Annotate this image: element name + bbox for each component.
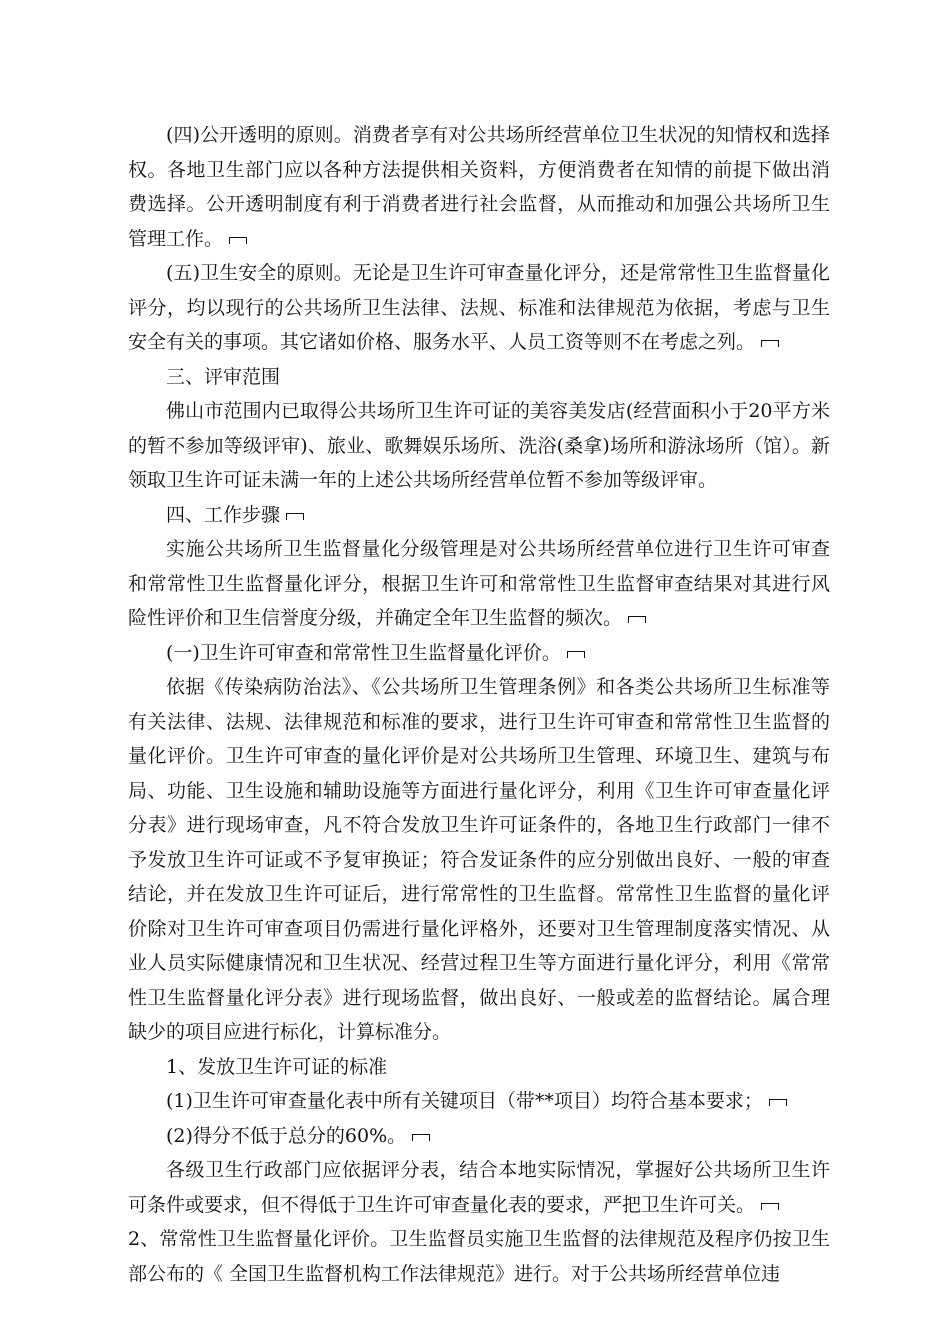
paragraph-license-requirements: 各级卫生行政部门应依据评分表，结合本地实际情况，掌握好公共场所卫生许可条件或要求，但不得低于卫生许可审查量化表的要求，严把卫生许可关。 bbox=[128, 1159, 830, 1216]
paragraph-principle-5: (五)卫生安全的原则。无论是卫生许可审查量化评分，还是常常性卫生监督量化评分，均以现行的公共场所卫生法律、法规、标准和法律规范为依据，考虑与卫生安全有关的事项。其它诸如价格、服务水平、人员工资等则不在考虑之列。 bbox=[128, 262, 830, 353]
section-heading-steps: 四、工作步骤 bbox=[128, 498, 830, 533]
paragraph-scope: 佛山市范围内已取得公共场所卫生许可证的美容美发店(经营面积小于20平方米的暂不参加等级评审)、旅业、歌舞娱乐场所、洗浴(桑拿)场所和游泳场所（馆）。新领取卫生许可证未满一年的上述公共场所经营单位暂不参加等级评审。 bbox=[128, 400, 830, 491]
paragraph-mark-icon bbox=[769, 1099, 787, 1106]
paragraph-mark-icon bbox=[761, 1203, 779, 1210]
paragraph-mark-icon bbox=[412, 1134, 430, 1141]
paragraph-routine-supervision: 2、常常性卫生监督量化评价。卫生监督员实施卫生监督的法律规范及程序仍按卫生部公布的《 全国卫生监督机构工作法律规范》进行。对于公共场所经营单位违 bbox=[128, 1228, 830, 1285]
paragraph-steps-intro: 实施公共场所卫生监督量化分级管理是对公共场所经营单位进行卫生许可审查和常常性卫生监督量化评分，根据卫生许可和常常性卫生监督审查结果对其进行风险性评价和卫生信誉度分级，并确定全年卫生监督的频次。 bbox=[128, 538, 830, 629]
paragraph-mark-icon bbox=[286, 513, 304, 520]
paragraph-step-1-heading: (一)卫生许可审查和常常性卫生监督量化评价。 bbox=[128, 636, 830, 671]
document-page bbox=[128, 118, 830, 1291]
paragraph-license-standard-1: (1)卫生许可审查量化表中所有关键项目（带**项目）均符合基本要求； bbox=[128, 1084, 830, 1119]
paragraph-mark-icon bbox=[229, 237, 247, 244]
paragraph-mark-icon bbox=[628, 616, 646, 623]
paragraph-principle-4: (四)公开透明的原则。消费者享有对公共场所经营单位卫生状况的知情权和选择权。各地卫生部门应以各种方法提供相关资料，方便消费者在知情的前提下做出消费选择。公开透明制度有利于消费者进行社会监督，从而推动和加强公共场所卫生管理工作。 bbox=[128, 124, 830, 250]
paragraph-step-1-body: 依据《传染病防治法》、《公共场所卫生管理条例》和各类公共场所卫生标准等有关法律、法规、法律规范和标准的要求，进行卫生许可审查和常常性卫生监督的量化评价。卫生许可审查的量化评价是对公共场所卫生管理、环境卫生、建筑与布局、功能、卫生设施和辅助设施等方面进行量化评分，利用《卫生许可审查量化评分表》进行现场审查，凡不符合发放卫生许可证条件的，各地卫生行政部门一律不予发放卫生许可证或不予复审换证；符合发证条件的应分别做出良好、一般的审查结论，并在发放卫生许可证后，进行常常性的卫生监督。常常性卫生监督的量化评价除对卫生许可审查项目仍需进行量化评格外，还要对卫生管理制度落实情况、从业人员实际健康情况和卫生状况、经营过程卫生等方面进行量化评分，利用《常常性卫生监督量化评分表》进行现场监督，做出良好、一般或差的监督结论。属合理缺少的项目应进行标化，计算标准分。 bbox=[128, 676, 830, 1043]
paragraph-mark-icon bbox=[761, 340, 779, 347]
paragraph-mark-icon bbox=[567, 651, 585, 658]
paragraph-license-standard-2: (2)得分不低于总分的60%。 bbox=[128, 1119, 830, 1154]
paragraph-license-standard-heading: 1、发放卫生许可证的标准 bbox=[166, 1055, 388, 1078]
section-heading-scope: 三、评审范围 bbox=[166, 365, 281, 388]
